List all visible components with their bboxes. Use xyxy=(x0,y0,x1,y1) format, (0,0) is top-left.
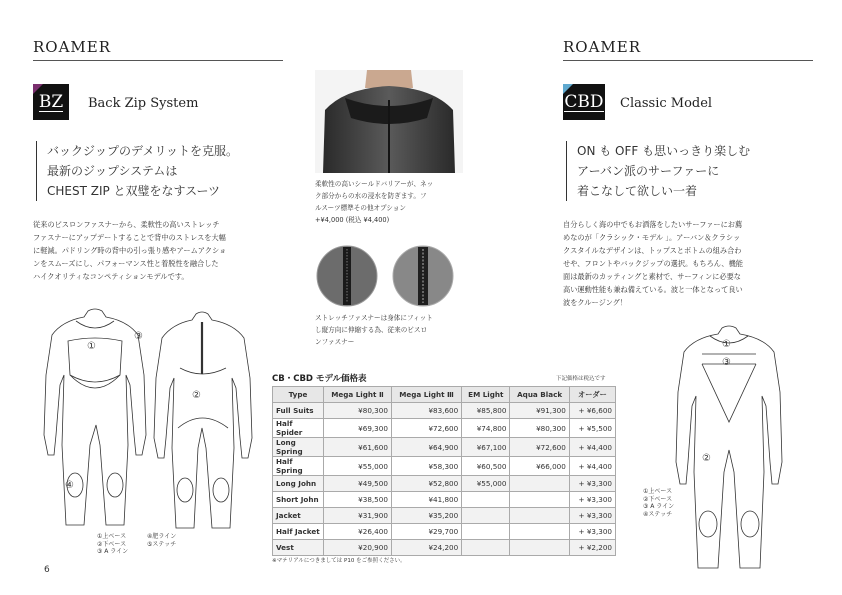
price-table-row xyxy=(273,438,616,457)
price-cell: ¥83,600 xyxy=(391,403,461,419)
price-table-row xyxy=(273,457,616,476)
classic-marker-3: ③ xyxy=(722,357,731,368)
left-legend-item: ④肥ライン xyxy=(147,533,177,540)
left-badge-label: BZ xyxy=(38,91,64,112)
price-table xyxy=(272,386,616,556)
left-body-text xyxy=(33,218,283,283)
price-cell: + ¥4,400 xyxy=(569,438,615,457)
price-cell: + ¥4,400 xyxy=(569,457,615,476)
price-cell: ¥66,000 xyxy=(510,457,569,476)
zip-caption xyxy=(315,312,465,348)
price-cell: ¥38,500 xyxy=(324,492,392,508)
price-table-header: EM Light xyxy=(462,387,510,403)
price-cell: ¥67,100 xyxy=(462,438,510,457)
price-cell: ¥91,300 xyxy=(510,403,569,419)
right-legend xyxy=(643,488,674,518)
price-cell xyxy=(510,524,569,540)
right-body-line: 自分らしく海の中でもお洒落をしたいサーファーにお薦 xyxy=(563,220,743,229)
photo-caption-line: ルスーツ標準その他オプション xyxy=(315,204,406,212)
left-body-line: 従来のビスロンファスナーから、柔軟性の高いストレッチ xyxy=(33,220,220,229)
price-table-row xyxy=(273,508,616,524)
price-cell: ¥85,800 xyxy=(462,403,510,419)
price-table-row xyxy=(273,403,616,419)
right-legend-item: ②下ベース xyxy=(643,495,673,503)
price-cell xyxy=(462,492,510,508)
right-body-text xyxy=(563,218,813,309)
price-table-note: 下記価格は税込です xyxy=(556,376,606,382)
price-cell: ¥20,900 xyxy=(324,540,392,556)
photo-caption-line: 柔軟性の高いシールドバリアーが、ネッ xyxy=(315,180,434,188)
price-cell: ¥35,200 xyxy=(391,508,461,524)
price-cell: + ¥5,500 xyxy=(569,419,615,438)
price-table-row xyxy=(273,524,616,540)
classic-marker-2: ② xyxy=(702,453,711,464)
price-cell xyxy=(462,524,510,540)
price-cell: ¥58,300 xyxy=(391,457,461,476)
back-neck-photo xyxy=(315,70,463,173)
left-heading: Back Zip System xyxy=(88,96,199,111)
left-body-line: に軽減。パドリング時の背中の引っ張り感やアームアクショ xyxy=(33,246,227,255)
right-body-line: 波をクルージング！ xyxy=(563,298,628,307)
right-body-line: 面は最新のカッティングと素材で、サーフィンに必要な xyxy=(563,272,741,281)
price-cell: ¥60,500 xyxy=(462,457,510,476)
right-body-line: めなのが「クラシック・モデル 」。アーバン＆クラシッ xyxy=(563,233,741,242)
price-cell: ¥31,900 xyxy=(324,508,392,524)
price-cell: ¥80,300 xyxy=(324,403,392,419)
front-marker-1: ① xyxy=(87,341,96,352)
left-badge xyxy=(33,84,69,120)
price-row-type: Half Spring xyxy=(273,457,324,476)
price-cell: + ¥3,300 xyxy=(569,492,615,508)
left-legend-item: ⑤ステッチ xyxy=(147,540,177,548)
right-lead xyxy=(566,141,750,201)
price-cell: ¥24,200 xyxy=(391,540,461,556)
price-cell: ¥80,300 xyxy=(510,419,569,438)
right-body-line: 高い運動性能も兼ね備えている。波と一体となって良い xyxy=(563,285,743,294)
photo-caption-line: ク部分からの水の浸水を防ぎます。フ xyxy=(315,192,427,200)
price-cell: ¥29,700 xyxy=(391,524,461,540)
price-cell: ¥49,500 xyxy=(324,476,392,492)
price-cell xyxy=(510,492,569,508)
price-row-type: Long Spring xyxy=(273,438,324,457)
price-table-row xyxy=(273,492,616,508)
right-badge-label: CBD xyxy=(564,91,604,112)
right-legend-item: ③ A ライン xyxy=(643,503,675,510)
left-header-rule xyxy=(33,60,283,61)
price-table-title: CB・CBD モデル価格表 xyxy=(272,374,367,384)
right-body-line: クスタイルなデザインは、トップスとボトムの組み合わ xyxy=(563,246,742,255)
price-table-header: Mega Light Ⅲ xyxy=(391,387,461,403)
price-cell xyxy=(510,508,569,524)
price-table-footnote: ※マテリアルにつきましては P10 をご参照ください。 xyxy=(272,558,406,564)
left-lead-line: 最新のジップシステムは xyxy=(47,164,178,178)
right-lead-line: アーバン派のサーファーに xyxy=(577,164,720,178)
price-row-type: Half Jacket xyxy=(273,524,324,540)
price-row-type: Long John xyxy=(273,476,324,492)
left-badge-corner xyxy=(33,84,43,94)
zip-detail-photo-2 xyxy=(392,245,454,307)
price-table-header: オーダー xyxy=(569,387,615,403)
left-legend-item: ②下ベース xyxy=(97,540,127,548)
right-lead-line: 着こなして欲しい一着 xyxy=(577,184,698,198)
classic-marker-1: ① xyxy=(722,339,731,350)
zip-caption-line: ンファスナー xyxy=(315,338,355,346)
right-legend-item: ①上ベース xyxy=(643,488,673,495)
price-cell: ¥72,600 xyxy=(510,438,569,457)
price-table-row xyxy=(273,419,616,438)
price-table-header: Aqua Black xyxy=(510,387,569,403)
zip-caption-line: し縦方向に伸縮する為、従来のビスロ xyxy=(315,326,428,334)
price-cell: ¥61,600 xyxy=(324,438,392,457)
price-cell: ¥41,800 xyxy=(391,492,461,508)
zip-detail-photo-1 xyxy=(316,245,378,307)
right-legend-item: ④ステッチ xyxy=(643,510,673,518)
zip-caption-line: ストレッチファスナーは身体にフィット xyxy=(315,314,433,322)
price-cell: + ¥3,300 xyxy=(569,524,615,540)
price-cell: ¥72,600 xyxy=(391,419,461,438)
price-cell xyxy=(510,540,569,556)
price-table-header: Mega Light Ⅱ xyxy=(324,387,392,403)
page-number: 6 xyxy=(44,565,50,575)
price-table-row xyxy=(273,476,616,492)
price-row-type: Jacket xyxy=(273,508,324,524)
price-cell: + ¥3,300 xyxy=(569,476,615,492)
price-cell: ¥52,800 xyxy=(391,476,461,492)
price-cell xyxy=(510,476,569,492)
right-heading: Classic Model xyxy=(620,96,713,111)
price-cell: ¥55,000 xyxy=(324,457,392,476)
price-cell: ¥55,000 xyxy=(462,476,510,492)
price-table-row xyxy=(273,540,616,556)
right-lead-line: ON も OFF も思いっきり楽しむ xyxy=(577,144,751,158)
price-cell: ¥64,900 xyxy=(391,438,461,457)
left-lead xyxy=(36,141,238,201)
price-cell xyxy=(462,508,510,524)
price-cell: ¥74,800 xyxy=(462,419,510,438)
photo-caption xyxy=(315,178,465,226)
price-table-header: Type xyxy=(273,387,324,403)
left-brand-title: ROAMER xyxy=(33,38,112,56)
right-badge xyxy=(563,84,605,120)
left-legend-col2 xyxy=(147,533,176,548)
front-marker-4: ④ xyxy=(65,480,74,491)
price-cell: + ¥3,300 xyxy=(569,508,615,524)
left-body-line: ンをスムーズにし、パフォーマンス性と着脱性を融合した xyxy=(33,259,219,268)
left-lead-line: CHEST ZIP と双璧をなすスーツ xyxy=(47,184,220,198)
price-row-type: Full Suits xyxy=(273,403,324,419)
left-legend-item: ③ A ライン xyxy=(97,548,129,555)
right-body-line: せや、フロントやバックジップの選択。もちろん、機能 xyxy=(563,259,743,268)
right-badge-corner xyxy=(563,84,573,94)
left-body-line: ファスナーにアップデートすることで背中のストレスを大幅 xyxy=(33,233,226,242)
price-row-type: Half Spider xyxy=(273,419,324,438)
price-cell xyxy=(462,540,510,556)
right-brand-title: ROAMER xyxy=(563,38,642,56)
left-body-line: ハイクオリティなコンペティションモデルです。 xyxy=(33,272,189,281)
price-row-type: Vest xyxy=(273,540,324,556)
price-cell: + ¥2,200 xyxy=(569,540,615,556)
front-marker-3: ③ xyxy=(134,331,143,342)
back-wetsuit-diagram xyxy=(150,308,255,530)
price-cell: ¥69,300 xyxy=(324,419,392,438)
back-marker-2: ② xyxy=(192,390,201,401)
left-legend-item: ①上ベース xyxy=(97,533,127,540)
left-lead-line: バックジップのデメリットを克服。 xyxy=(47,144,239,158)
price-cell: ¥26,400 xyxy=(324,524,392,540)
price-table-header-row xyxy=(273,387,616,403)
photo-caption-line: +¥4,000 (税込 ¥4,400) xyxy=(315,216,390,224)
price-cell: + ¥6,600 xyxy=(569,403,615,419)
right-header-rule xyxy=(563,60,813,61)
price-row-type: Short John xyxy=(273,492,324,508)
left-legend-col1 xyxy=(97,533,128,556)
